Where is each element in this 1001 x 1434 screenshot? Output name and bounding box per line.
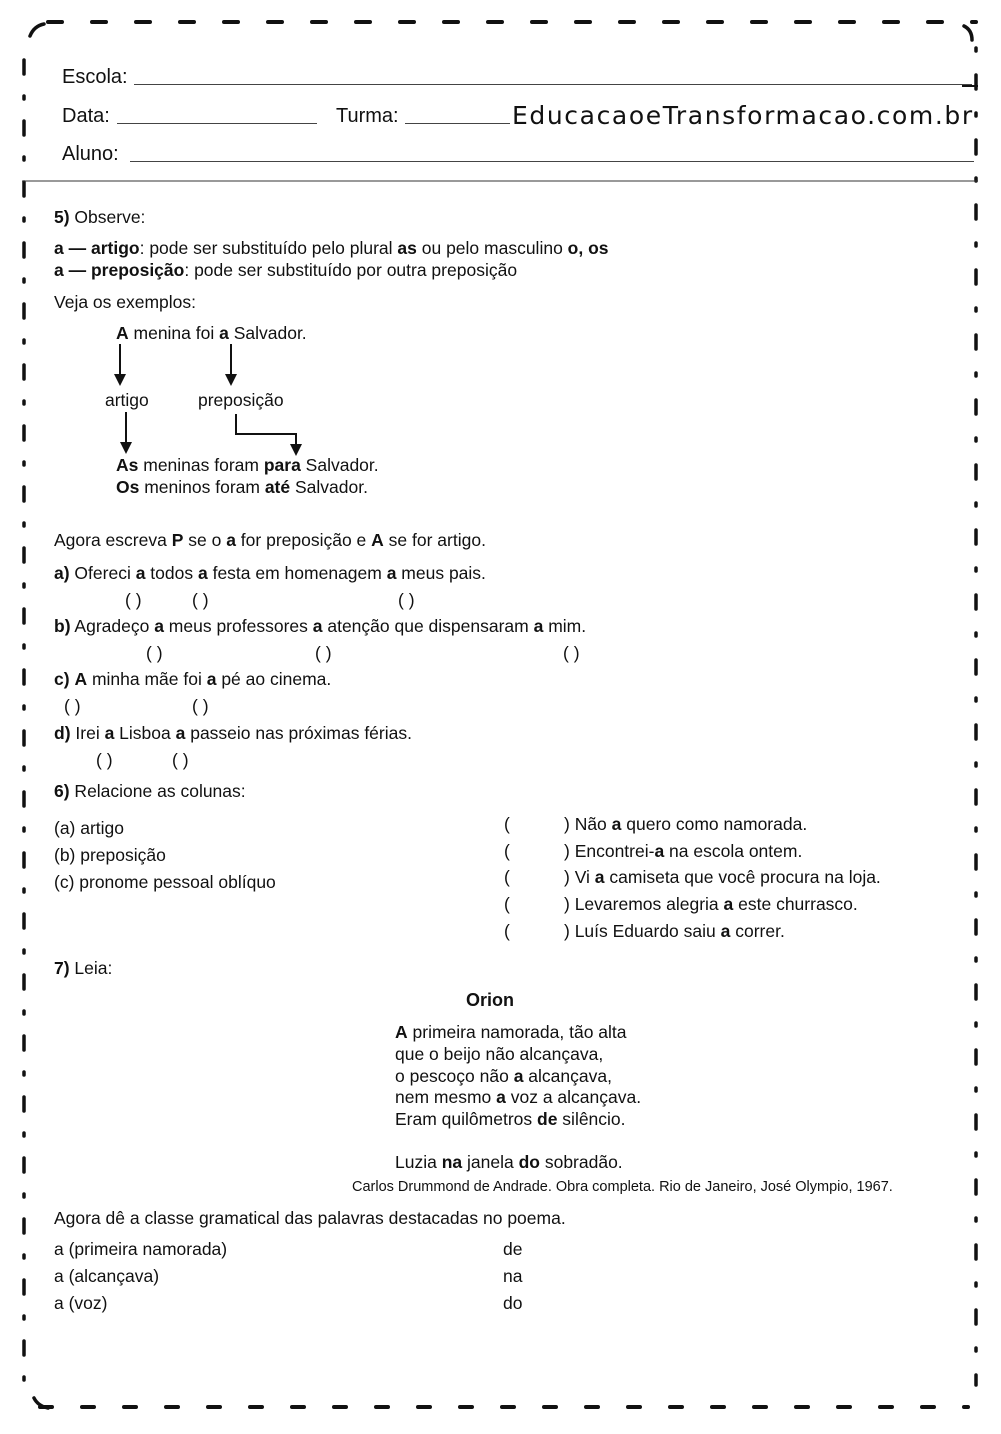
answer-blank[interactable]: ( ) [96, 750, 113, 770]
label-preposicao: preposição [198, 390, 284, 410]
q6-left-item: (c) pronome pessoal oblíquo [54, 872, 276, 892]
poem-line: o pescoço não a alcançava, [395, 1066, 612, 1086]
q5-item-b: b) Agradeço a meus professores a atenção que dispensaram a mim. [54, 616, 587, 636]
q7-instruction: Agora dê a classe gramatical das palavras destacadas no poema. [54, 1208, 566, 1228]
q5-example-3: Os meninos foram até Salvador. [116, 477, 368, 497]
site-watermark: EducacaoeTransformacao.com.br [512, 101, 974, 130]
q6-right-item: ) Encontrei-a na escola ontem. [564, 841, 803, 861]
q6-open-paren[interactable]: ( [504, 814, 510, 834]
poem-line: nem mesmo a voz a alcançava. [395, 1087, 642, 1107]
poem-line: que o beijo não alcançava, [395, 1044, 604, 1064]
poem-source: Carlos Drummond de Andrade. Obra completa. Rio de Janeiro, José Olympio, 1967. [352, 1179, 893, 1195]
aluno-label: Aluno: [62, 143, 119, 165]
answer-blank[interactable]: ( ) [192, 590, 209, 610]
q6-left-item: (a) artigo [54, 818, 125, 838]
q7-left-item: a (primeira namorada) [54, 1239, 228, 1259]
q5-item-c: c) A minha mãe foi a pé ao cinema. [54, 669, 332, 689]
answer-blank[interactable]: ( ) [172, 750, 189, 770]
q6-right-item: ) Luís Eduardo saiu a correr. [564, 921, 785, 941]
poem-line: A primeira namorada, tão alta [395, 1022, 627, 1042]
q7-heading: 7) Leia: [54, 958, 113, 978]
answer-blank[interactable]: ( ) [146, 643, 163, 663]
label-artigo: artigo [105, 390, 149, 410]
answer-blank[interactable]: ( ) [563, 643, 580, 663]
q5-examples-label: Veja os exemplos: [54, 292, 197, 312]
q7-left-item: a (voz) [54, 1293, 108, 1313]
poem-line: Eram quilômetros de silêncio. [395, 1109, 626, 1129]
data-label: Data: [62, 105, 110, 127]
answer-blank[interactable]: ( ) [125, 590, 142, 610]
q5-example-sentence: A menina foi a Salvador. [116, 323, 307, 343]
q5-example-2: As meninas foram para Salvador. [116, 455, 379, 475]
answer-blank[interactable]: ( ) [315, 643, 332, 663]
answer-blank[interactable]: ( ) [398, 590, 415, 610]
q6-open-paren[interactable]: ( [504, 921, 510, 941]
q5-definition-preposicao: a — preposição: pode ser substituído por outra preposição [54, 260, 518, 280]
q6-open-paren[interactable]: ( [504, 894, 510, 914]
q7-left-item: a (alcançava) [54, 1266, 160, 1286]
q7-right-item: de [503, 1239, 523, 1259]
q6-right-item: ) Não a quero como namorada. [564, 814, 808, 834]
q6-right-item: ) Vi a camiseta que você procura na loja. [564, 867, 881, 887]
escola-label: Escola: [62, 66, 128, 88]
q5-item-d: d) Irei a Lisboa a passeio nas próximas férias. [54, 723, 412, 743]
poem-title: Orion [466, 990, 514, 1010]
q6-left-item: (b) preposição [54, 845, 166, 865]
turma-label: Turma: [336, 105, 399, 127]
q6-heading: 6) Relacione as colunas: [54, 781, 246, 801]
poem-line: Luzia na janela do sobradão. [395, 1152, 623, 1172]
q5-definition-artigo: a — artigo: pode ser substituído pelo plural as ou pelo masculino o, os [54, 238, 609, 258]
q7-right-item: do [503, 1293, 523, 1313]
q6-open-paren[interactable]: ( [504, 867, 510, 887]
q6-open-paren[interactable]: ( [504, 841, 510, 861]
q5-instruction: Agora escreva P se o a for preposição e A se for artigo. [54, 530, 486, 550]
q6-right-item: ) Levaremos alegria a este churrasco. [564, 894, 858, 914]
q5-item-a: a) Ofereci a todos a festa em homenagem a meus pais. [54, 563, 486, 583]
answer-blank[interactable]: ( ) [192, 696, 209, 716]
q5-heading: 5) Observe: [54, 207, 146, 227]
q7-right-item: na [503, 1266, 523, 1286]
answer-blank[interactable]: ( ) [64, 696, 81, 716]
